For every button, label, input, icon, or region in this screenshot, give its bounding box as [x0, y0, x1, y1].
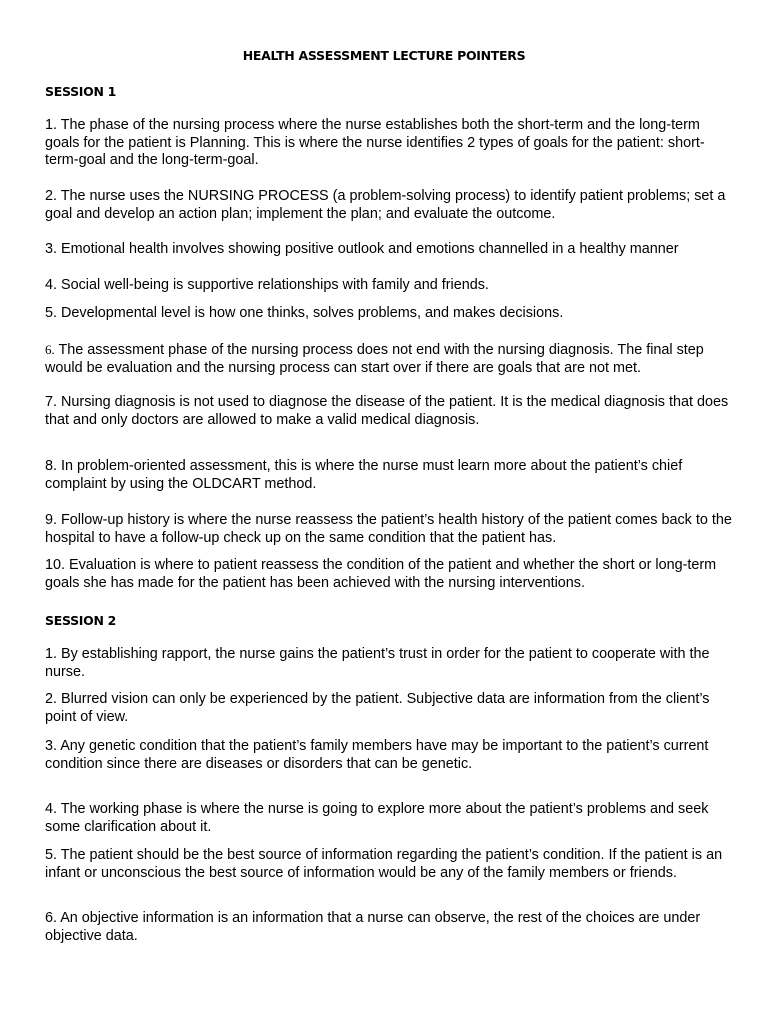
session-2-item-1: 1. By establishing rapport, the nurse gains the patient’s trust in order for the patient to cooperate with the nurse. — [45, 646, 710, 680]
session-1-item-9: 9. Follow-up history is where the nurse reassess the patient’s health history of the patient comes back to the hospital to have a follow-up check up on the same condition that the patient has. — [45, 512, 732, 546]
session-1-item-5: 5. Developmental level is how one thinks, solves problems, and makes decisions. — [45, 305, 564, 321]
session-1-heading: SESSION 1 — [45, 84, 117, 99]
session-2-item-3: 3. Any genetic condition that the patient’s family members have may be important to the patient’s current condition since there are diseases or disorders that can be genetic. — [45, 738, 709, 772]
document-title: HEALTH ASSESSMENT LECTURE POINTERS — [242, 48, 526, 63]
session-2-item-4: 4. The working phase is where the nurse is going to explore more about the patient’s problems and seek some clarification about it. — [45, 801, 709, 835]
session-1-item-1: 1. The phase of the nursing process where the nurse establishes both the short-term and the long-term goals for the patient is Planning. This is where the nurse identifies 2 types of goals for the patient: short-term-goal and the long-term-goal. — [45, 117, 705, 169]
session-1-item-2: 2. The nurse uses the NURSING PROCESS (a problem-solving process) to identify patient problems; set a goal and develop an action plan; implement the plan; and evaluate the outcome. — [45, 188, 726, 222]
session-2-item-2: 2. Blurred vision can only be experienced by the patient. Subjective data are information from the client’s point of view. — [45, 691, 710, 725]
session-1-item-8: 8. In problem-oriented assessment, this is where the nurse must learn more about the patient’s chief complaint by using the OLDCART method. — [45, 458, 683, 492]
session-1-item-6 — [45, 341, 735, 377]
session-1-item-6-text: The assessment phase of the nursing process does not end with the nursing diagnosis. The final step would be evaluation and the nursing process can start over if there are goals that are not met. — [45, 342, 704, 376]
session-1-item-6-number: 6. — [45, 342, 55, 357]
session-1-item-10: 10. Evaluation is where to patient reassess the condition of the patient and whether the short or long-term goals she has made for the patient has been achieved with the nursing interventions. — [45, 557, 717, 591]
session-1-item-4: 4. Social well-being is supportive relationships with family and friends. — [45, 277, 489, 293]
session-2-item-6: 6. An objective information is an information that a nurse can observe, the rest of the choices are under objective data. — [45, 910, 701, 944]
session-2-heading: SESSION 2 — [45, 613, 117, 628]
session-1-item-7: 7. Nursing diagnosis is not used to diagnose the disease of the patient. It is the medical diagnosis that does that and only doctors are allowed to make a valid medical diagnosis. — [45, 394, 729, 428]
session-1-item-3: 3. Emotional health involves showing positive outlook and emotions channelled in a healthy manner — [45, 241, 679, 257]
session-2-item-5: 5. The patient should be the best source of information regarding the patient’s condition. If the patient is an infant or unconscious the best source of information would be any of the family members or friends. — [45, 847, 723, 881]
